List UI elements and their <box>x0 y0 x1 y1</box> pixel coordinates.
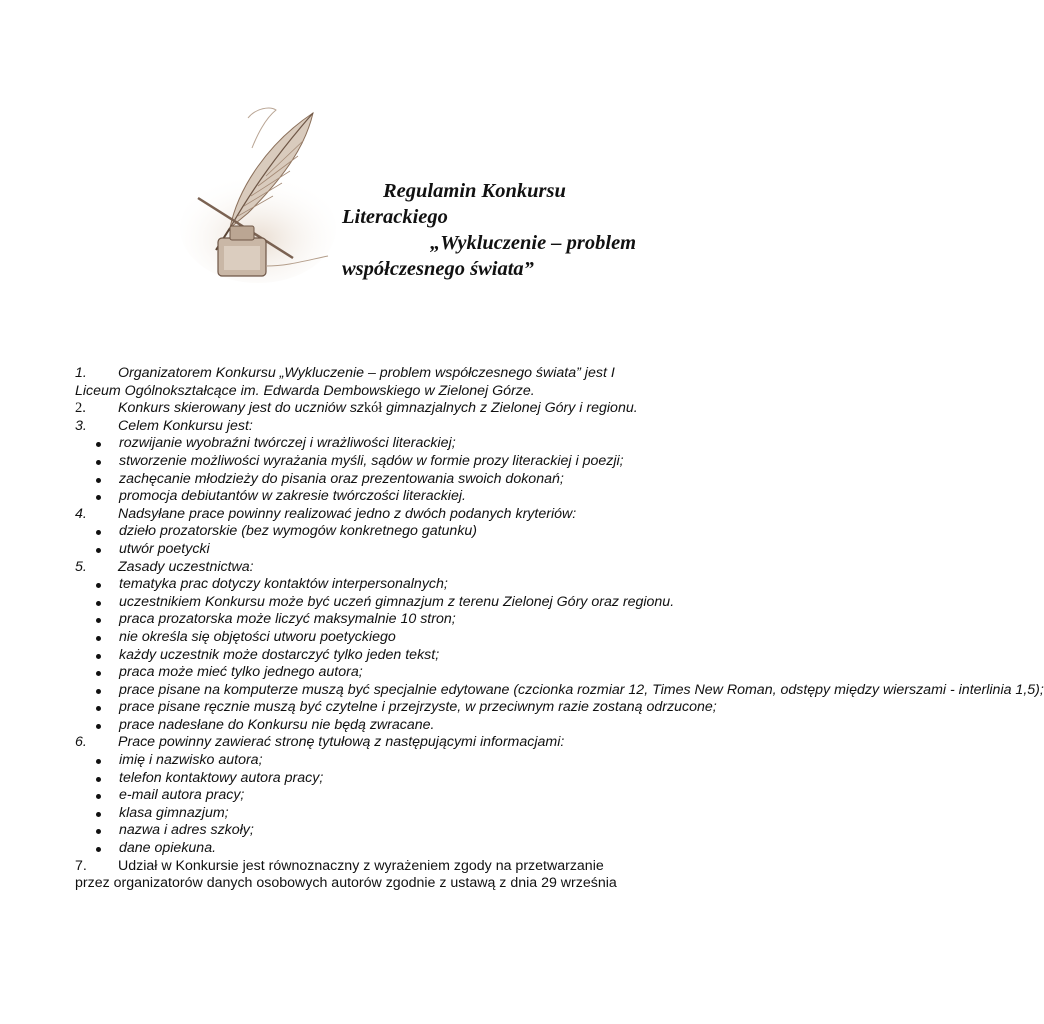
bullet-icon <box>96 460 101 465</box>
quill-inkwell-illustration <box>178 88 338 288</box>
rule-4 <box>75 506 650 524</box>
bullet-icon <box>96 794 101 799</box>
rule-number: 1. <box>75 365 87 381</box>
rule-text: Nadsyłane prace powinny realizować jedno z dwóch podanych kryteriów: <box>118 505 577 522</box>
list-item: prace nadesłane do Konkursu nie będą zwracane. <box>75 717 650 735</box>
rule-6 <box>75 734 650 752</box>
bullet-icon <box>96 583 101 588</box>
bullet-icon <box>96 706 101 711</box>
bullet-icon <box>96 618 101 623</box>
rule-7-continuation: przez organizatorów danych osobowych autorów zgodnie z ustawą z dnia 29 września <box>75 875 617 892</box>
bullet-icon <box>96 777 101 782</box>
rule-number: 3. <box>75 417 87 434</box>
rule-text-part: kół <box>364 400 383 417</box>
rule-5 <box>75 559 650 577</box>
rule-number: 6. <box>75 734 87 751</box>
list-item: promocja debiutantów w zakresie twórczości literackiej. <box>75 488 650 506</box>
bullet-icon <box>96 671 101 676</box>
list-item: dane opiekuna. <box>75 840 650 858</box>
list-item: uczestnikiem Konkursu może być uczeń gimnazjum z terenu Zielonej Góry oraz regionu. <box>75 594 650 612</box>
list-item: e-mail autora pracy; <box>75 787 650 805</box>
title-line-3: „Wykluczenie – problem <box>430 232 637 254</box>
rule-number: 7. <box>75 857 87 874</box>
list-item: tematyka prac dotyczy kontaktów interpersonalnych; <box>75 576 650 594</box>
rule-text-part: gimnazjalnych z Zielonej Góry i regionu. <box>382 400 638 417</box>
bullet-icon <box>96 829 101 834</box>
rule-2 <box>75 400 650 418</box>
rule-3 <box>75 418 650 436</box>
bullet-icon <box>96 495 101 500</box>
bullet-icon <box>96 724 101 729</box>
bullet-icon <box>96 759 101 764</box>
list-item: nie określa się objętości utworu poetyckiego <box>75 629 650 647</box>
bullet-icon <box>96 601 101 606</box>
rule-number: 5. <box>75 558 87 575</box>
rule-number: 4. <box>75 505 87 522</box>
bullet-icon <box>96 689 101 694</box>
bullet-icon <box>96 548 101 553</box>
list-item: prace pisane ręcznie muszą być czytelne i przejrzyste, w przeciwnym razie zostaną odrzucone; <box>75 699 650 717</box>
rule-text: Zasady uczestnictwa: <box>118 558 254 575</box>
bullet-icon <box>96 442 101 447</box>
rule-number: 2. <box>75 400 86 417</box>
list-item: rozwijanie wyobraźni twórczej i wrażliwości literackiej; <box>75 435 650 453</box>
rule-text: Celem Konkursu jest: <box>118 417 253 434</box>
list-item: nazwa i adres szkoły; <box>75 822 650 840</box>
list-item: praca prozatorska może liczyć maksymalnie 10 stron; <box>75 611 650 629</box>
document-title <box>342 178 687 282</box>
list-item: zachęcanie młodzieży do pisania oraz prezentowania swoich dokonań; <box>75 471 650 489</box>
rule-text-part: Konkurs skierowany jest do uczniów sz <box>118 400 365 417</box>
bullet-icon <box>96 847 101 852</box>
list-item: dzieło prozatorskie (bez wymogów konkretnego gatunku) <box>75 523 650 541</box>
bullet-icon <box>96 478 101 483</box>
list-item: każdy uczestnik może dostarczyć tylko jeden tekst; <box>75 647 650 665</box>
rule-1-continuation: Liceum Ogólnokształcące im. Edwarda Dembowskiego w Zielonej Górze. <box>75 382 535 399</box>
bullet-icon <box>96 636 101 641</box>
title-line-4: współczesnego świata” <box>342 258 534 280</box>
rule-1 <box>75 365 650 383</box>
list-item: prace pisane na komputerze muszą być specjalnie edytowane (czcionka rozmiar 12, Times New Roman, odstępy między wierszami - interlinia 1,5); <box>75 682 650 700</box>
bullet-icon <box>96 654 101 659</box>
rule-7 <box>75 858 650 876</box>
rule-text: Udział w Konkursie jest równoznaczny z wyrażeniem zgody na przetwarzanie <box>118 857 604 874</box>
list-item: telefon kontaktowy autora pracy; <box>75 770 650 788</box>
list-item: utwór poetycki <box>75 541 650 559</box>
rule-text: Organizatorem Konkursu „Wykluczenie – problem współczesnego świata” jest I <box>118 365 615 381</box>
list-item: stworzenie możliwości wyrażania myśli, sądów w formie prozy literackiej i poezji; <box>75 453 650 471</box>
rule-text: Prace powinny zawierać stronę tytułową z następującymi informacjami: <box>118 734 565 751</box>
regulations-body <box>75 365 1044 893</box>
list-item: imię i nazwisko autora; <box>75 752 650 770</box>
list-item: praca może mieć tylko jednego autora; <box>75 664 650 682</box>
title-line-2: Literackiego <box>342 206 448 228</box>
list-item: klasa gimnazjum; <box>75 805 650 823</box>
title-line-1: Regulamin Konkursu <box>383 180 566 202</box>
bullet-icon <box>96 530 101 535</box>
bullet-icon <box>96 812 101 817</box>
